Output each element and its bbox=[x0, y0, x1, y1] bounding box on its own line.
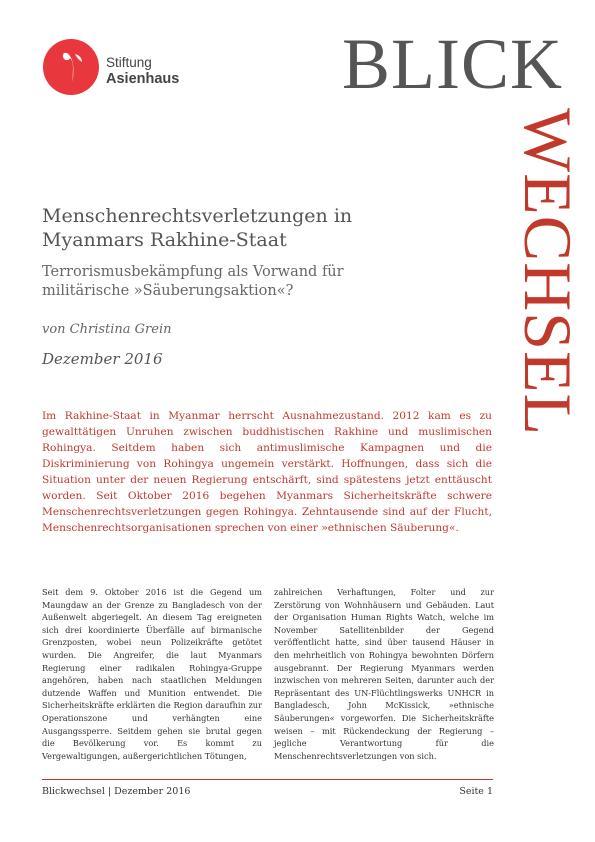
series-title-wechsel-wrap bbox=[502, 108, 592, 478]
series-title-wechsel: WECHSEL bbox=[510, 108, 586, 437]
series-title-blick: BLICK bbox=[342, 24, 563, 104]
article-lead: Im Rakhine-Staat in Myanmar herrscht Ausnahmezustand. 2012 kam es zu gewalttätigen Unruhen zwischen buddhistischen Rakhine und muslimischen Rohingya. Seitdem haben sich antimuslimische Kampagnen und die Diskriminierung von Rohingya ungemein verstärkt. Hoffnungen, dass sich die Situation unter der neuen Regierung entschärft, sind spätestens jetzt enttäuscht worden. Seit Oktober 2016 begehen Myanmars Sicherheitskräfte schwere Menschenrechtsverletzungen gegen Rohingya. Zehntausende sind auf der Flucht, Menschenrechtsorganisationen sprechen von einer »ethnischen Säuberung«. bbox=[42, 410, 492, 534]
body-column-left: Seit dem 9. Oktober 2016 ist die Gegend um Maungdaw an der Grenze zu Bangladesch von der Außenwelt abgeriegelt. An diesem Tag ereigneten sich drei koordinierte Überfälle auf birmanische Grenzposten, wobei neun Polizeikräfte getötet wurden. Die Angreifer, die laut Myanmars Regierung einer radikalen Rohingya-Gruppe angehören, haben nach staatlichen Meldungen dutzende Waffen und Munition entwendet. Die Sicherheitskräfte erklärten die Region daraufhin zur Operationszone und verhängten eine Ausgangssperre. Seitdem gehen sie brutal gegen die Bevölkerung vor. Es kommt zu Vergewaltigungen, außergerichtlichen Tötungen, bbox=[42, 587, 262, 761]
footer-publication: Blickwechsel | Dezember 2016 bbox=[42, 786, 191, 797]
logo-name-line2: Asienhaus bbox=[106, 71, 180, 87]
footer-divider bbox=[42, 779, 493, 780]
asienhaus-logo-icon bbox=[42, 38, 100, 96]
logo-name-line1: Stiftung bbox=[106, 55, 152, 70]
article-author: von Christina Grein bbox=[42, 322, 172, 337]
article-title: Menschenrechtsverletzungen in Myanmars Rakhine-Staat bbox=[42, 205, 353, 251]
stiftung-asienhaus-logo bbox=[42, 38, 202, 98]
logo-text bbox=[106, 54, 179, 88]
footer-page-number: Seite 1 bbox=[459, 786, 493, 797]
article-date: Dezember 2016 bbox=[42, 350, 163, 368]
article-subtitle: Terrorismusbekämpfung als Vorwand für militärische »Säuberungsaktion«? bbox=[42, 264, 344, 299]
body-column-right: zahlreichen Verhaftungen, Folter und zur Zerstörung von Wohnhäusern und Gebäuden. Laut der Organisation Human Rights Watch, welche im November Satellitenbilder der Gegend veröffentlicht hatte, sind über tausend Häuser in den mehrheitlich von Rohingya bewohnten Dörfern ausgebrannt. Der Regierung Myanmars werden inzwischen von mehreren Seiten, darunter auch der Repräsentant des UN-Flüchtlingswerks UNHCR in Bangladesch, John McKissick, »ethnische Säuberungen« vorgeworfen. Die Sicherheitskräfte weisen – mit Rückendeckung der Regierung – jegliche Verantwortung für die Menschenrechtsverletzungen von sich. bbox=[274, 587, 494, 761]
